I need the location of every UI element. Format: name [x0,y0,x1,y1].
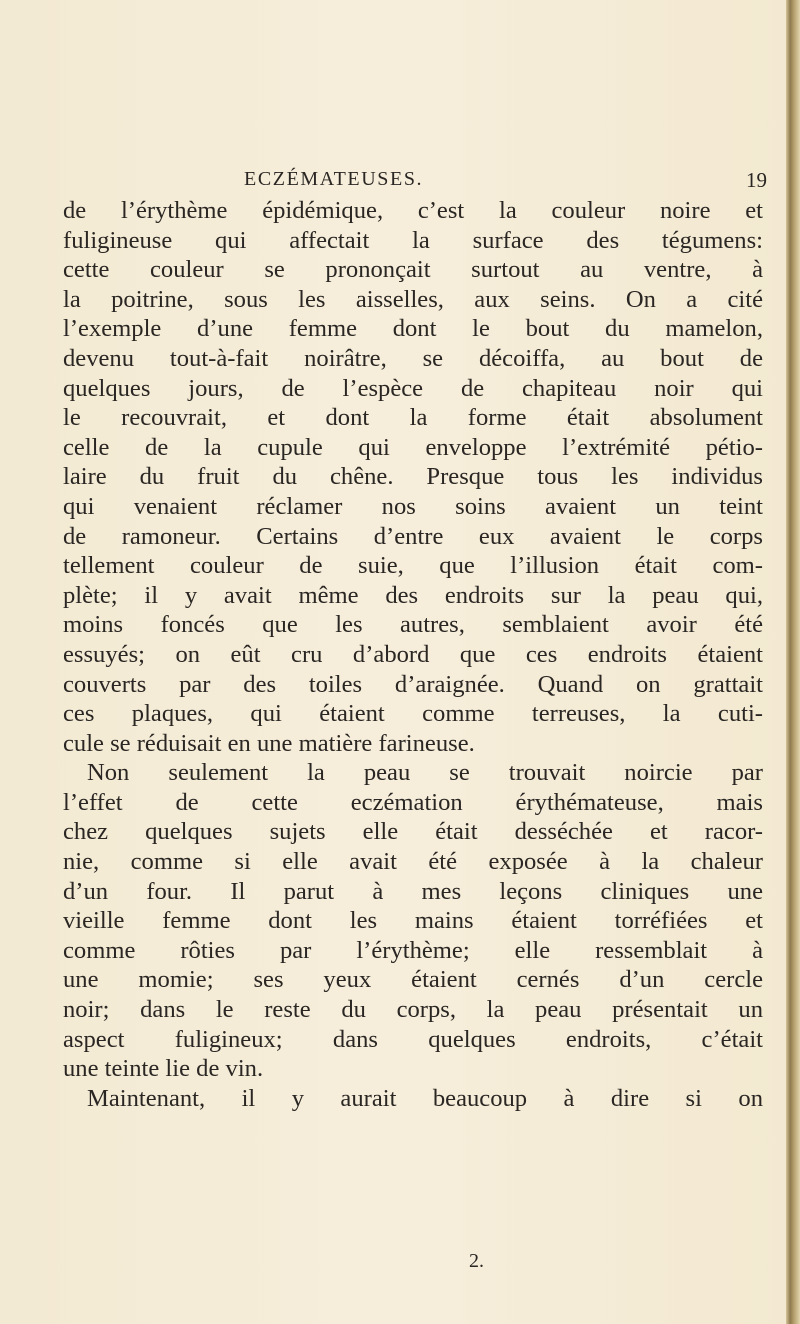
text-line: l’exemple d’une femme dont le bout du mamelon, [63,315,763,343]
text-line: moins foncés que les autres, semblaient avoir été [63,611,763,639]
text-line: cette couleur se prononçait surtout au ventre, à [63,256,763,284]
body-text [63,196,763,1113]
paragraph-start-line: Maintenant, il y aurait beaucoup à dire si on [87,1084,763,1112]
page-header [0,168,800,198]
text-line: la poitrine, sous les aisselles, aux seins. On a cité [63,285,763,313]
text-line: de ramoneur. Certains d’entre eux avaient le corps [63,522,763,550]
text-line: ces plaques, qui étaient comme terreuses, la cuti- [63,700,763,728]
text-line: plète; il y avait même des endroits sur la peau qui, [63,581,763,609]
text-line: l’effet de cette eczémation érythémateuse, mais [63,788,763,816]
text-line: vieille femme dont les mains étaient torréfiées et [63,907,763,935]
text-line: comme rôties par l’érythème; elle ressemblait à [63,936,763,964]
page-number: 19 [746,168,767,192]
text-line: essuyés; on eût cru d’abord que ces endroits étaient [63,640,763,668]
text-line: nie, comme si elle avait été exposée à la chaleur [63,848,763,876]
text-line: noir; dans le reste du corps, la peau présentait un [63,996,763,1024]
text-line: une teinte lie de vin. [63,1055,264,1083]
text-line: cule se réduisait en une matière farineuse. [63,729,475,757]
signature-mark: 2. [469,1250,484,1272]
text-line: quelques jours, de l’espèce de chapiteau noir qui [63,374,763,402]
text-line: le recouvrait, et dont la forme était absolument [63,404,763,432]
paragraph-start-line: Non seulement la peau se trouvait noircie par [87,759,763,787]
text-line: devenu tout-à-fait noirâtre, se décoiffa, au bout de [63,344,763,372]
text-line: celle de la cupule qui enveloppe l’extrémité pétio- [63,433,763,461]
running-title: ECZÉMATEUSES. [244,168,424,190]
text-line: fuligineuse qui affectait la surface des tégumens: [63,226,763,254]
text-line: chez quelques sujets elle était desséchée et racor- [63,818,763,846]
text-line: une momie; ses yeux étaient cernés d’un cercle [63,966,763,994]
text-line: aspect fuligineux; dans quelques endroits, c’était [63,1025,763,1053]
text-line: de l’érythème épidémique, c’est la couleur noire et [63,197,763,224]
page-edge-shadow [786,0,800,1324]
text-line: tellement couleur de suie, que l’illusion était com- [63,552,763,580]
text-line: couverts par des toiles d’araignée. Quand on grattait [63,670,763,698]
text-line: laire du fruit du chêne. Presque tous les individus [63,463,763,491]
text-line: qui venaient réclamer nos soins avaient un teint [63,492,763,520]
text-line: d’un four. Il parut à mes leçons cliniques une [63,877,763,905]
